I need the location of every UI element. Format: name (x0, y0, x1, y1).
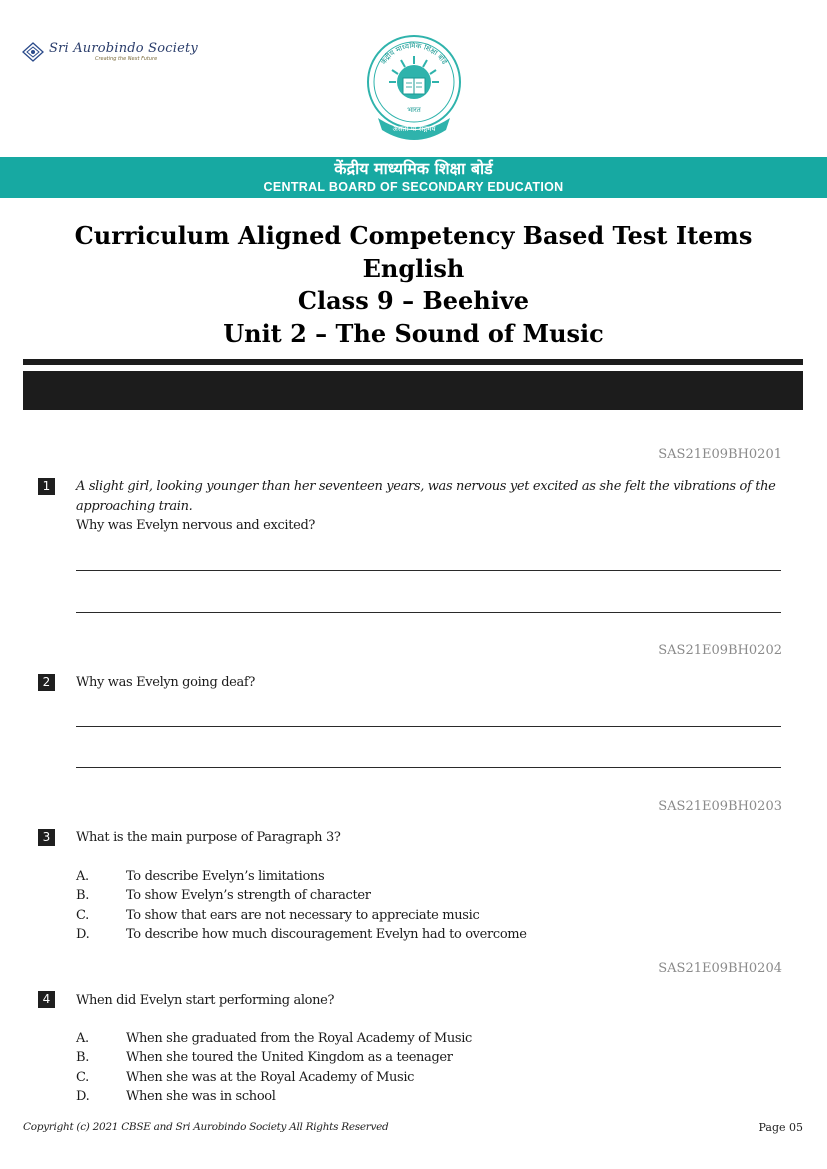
option-letter: A. (76, 1031, 89, 1046)
option-a[interactable] (76, 1031, 796, 1051)
question-code: SAS21E09BH0202 (658, 643, 782, 658)
society-emblem-icon (22, 42, 44, 62)
option-text: To describe how much discouragement Evelyn had to overcome (126, 927, 527, 942)
option-letter: B. (76, 888, 89, 903)
option-text: When she graduated from the Royal Academy of Music (126, 1031, 472, 1046)
title-line-1: Curriculum Aligned Competency Based Test Items (74, 221, 753, 250)
question-code: SAS21E09BH0204 (658, 961, 782, 976)
answer-line[interactable] (76, 726, 781, 727)
board-name-hindi: केंद्रीय माध्यमिक शिक्षा बोर्ड (334, 159, 493, 178)
option-b[interactable] (76, 1050, 796, 1070)
cbse-emblem (366, 34, 462, 142)
option-text: When she was at the Royal Academy of Music (126, 1070, 415, 1085)
option-d[interactable] (76, 1089, 796, 1109)
board-name-english: CENTRAL BOARD OF SECONDARY EDUCATION (263, 180, 564, 194)
answer-line[interactable] (76, 570, 781, 571)
title-line-4: Unit 2 – The Sound of Music (223, 318, 604, 348)
option-text: When she was in school (126, 1089, 276, 1104)
emblem-motto: असतो मा सद्गमय (392, 125, 436, 133)
title-line-2: English (362, 253, 465, 283)
option-letter: A. (76, 869, 89, 884)
board-banner (0, 157, 827, 198)
answer-line[interactable] (76, 612, 781, 613)
option-letter: C. (76, 1070, 89, 1085)
question-number: 4 (38, 991, 55, 1008)
society-name: Sri Aurobindo Society (49, 41, 198, 56)
question-code: SAS21E09BH0203 (658, 799, 782, 814)
emblem-bottom-text: भारत (407, 106, 421, 114)
option-b[interactable] (76, 888, 796, 908)
option-c[interactable] (76, 908, 796, 928)
question-prompt: What is the main purpose of Paragraph 3? (76, 830, 341, 845)
question-code: SAS21E09BH0201 (658, 447, 782, 462)
society-tagline: Creating the Next Future (95, 56, 158, 62)
option-a[interactable] (76, 869, 796, 889)
divider-bar (23, 371, 803, 410)
question-prompt: When did Evelyn start performing alone? (76, 993, 335, 1008)
option-letter: C. (76, 908, 89, 923)
option-d[interactable] (76, 927, 796, 947)
option-letter: D. (76, 1089, 90, 1104)
sri-aurobindo-society-logo (22, 38, 198, 66)
book-icon (403, 78, 425, 94)
question-number: 2 (38, 674, 55, 691)
divider-thin (23, 359, 803, 365)
question-prompt: Why was Evelyn going deaf? (76, 675, 256, 690)
option-c[interactable] (76, 1070, 796, 1090)
page-number: Page 05 (758, 1121, 803, 1134)
option-text: To describe Evelyn’s limitations (126, 869, 325, 884)
question-prompt: Why was Evelyn nervous and excited? (76, 518, 316, 533)
option-letter: B. (76, 1050, 89, 1065)
option-text: To show that ears are not necessary to appreciate music (126, 908, 480, 923)
question-number: 1 (38, 478, 55, 495)
option-letter: D. (76, 927, 90, 942)
question-passage: A slight girl, looking younger than her seventeen years, was nervous yet excited as she felt the vibrations of the approaching train. (76, 479, 776, 514)
title-line-3: Class 9 – Beehive (297, 286, 530, 315)
copyright-notice: Copyright (c) 2021 CBSE and Sri Aurobindo Society All Rights Reserved (23, 1121, 389, 1133)
document-title-block (0, 220, 827, 350)
emblem-top-text: केंद्रीय माध्यमिक शिक्षा बोर्ड (378, 40, 450, 66)
option-text: When she toured the United Kingdom as a teenager (126, 1050, 453, 1065)
question-number: 3 (38, 829, 55, 846)
option-text: To show Evelyn’s strength of character (126, 888, 371, 903)
answer-line[interactable] (76, 767, 781, 768)
